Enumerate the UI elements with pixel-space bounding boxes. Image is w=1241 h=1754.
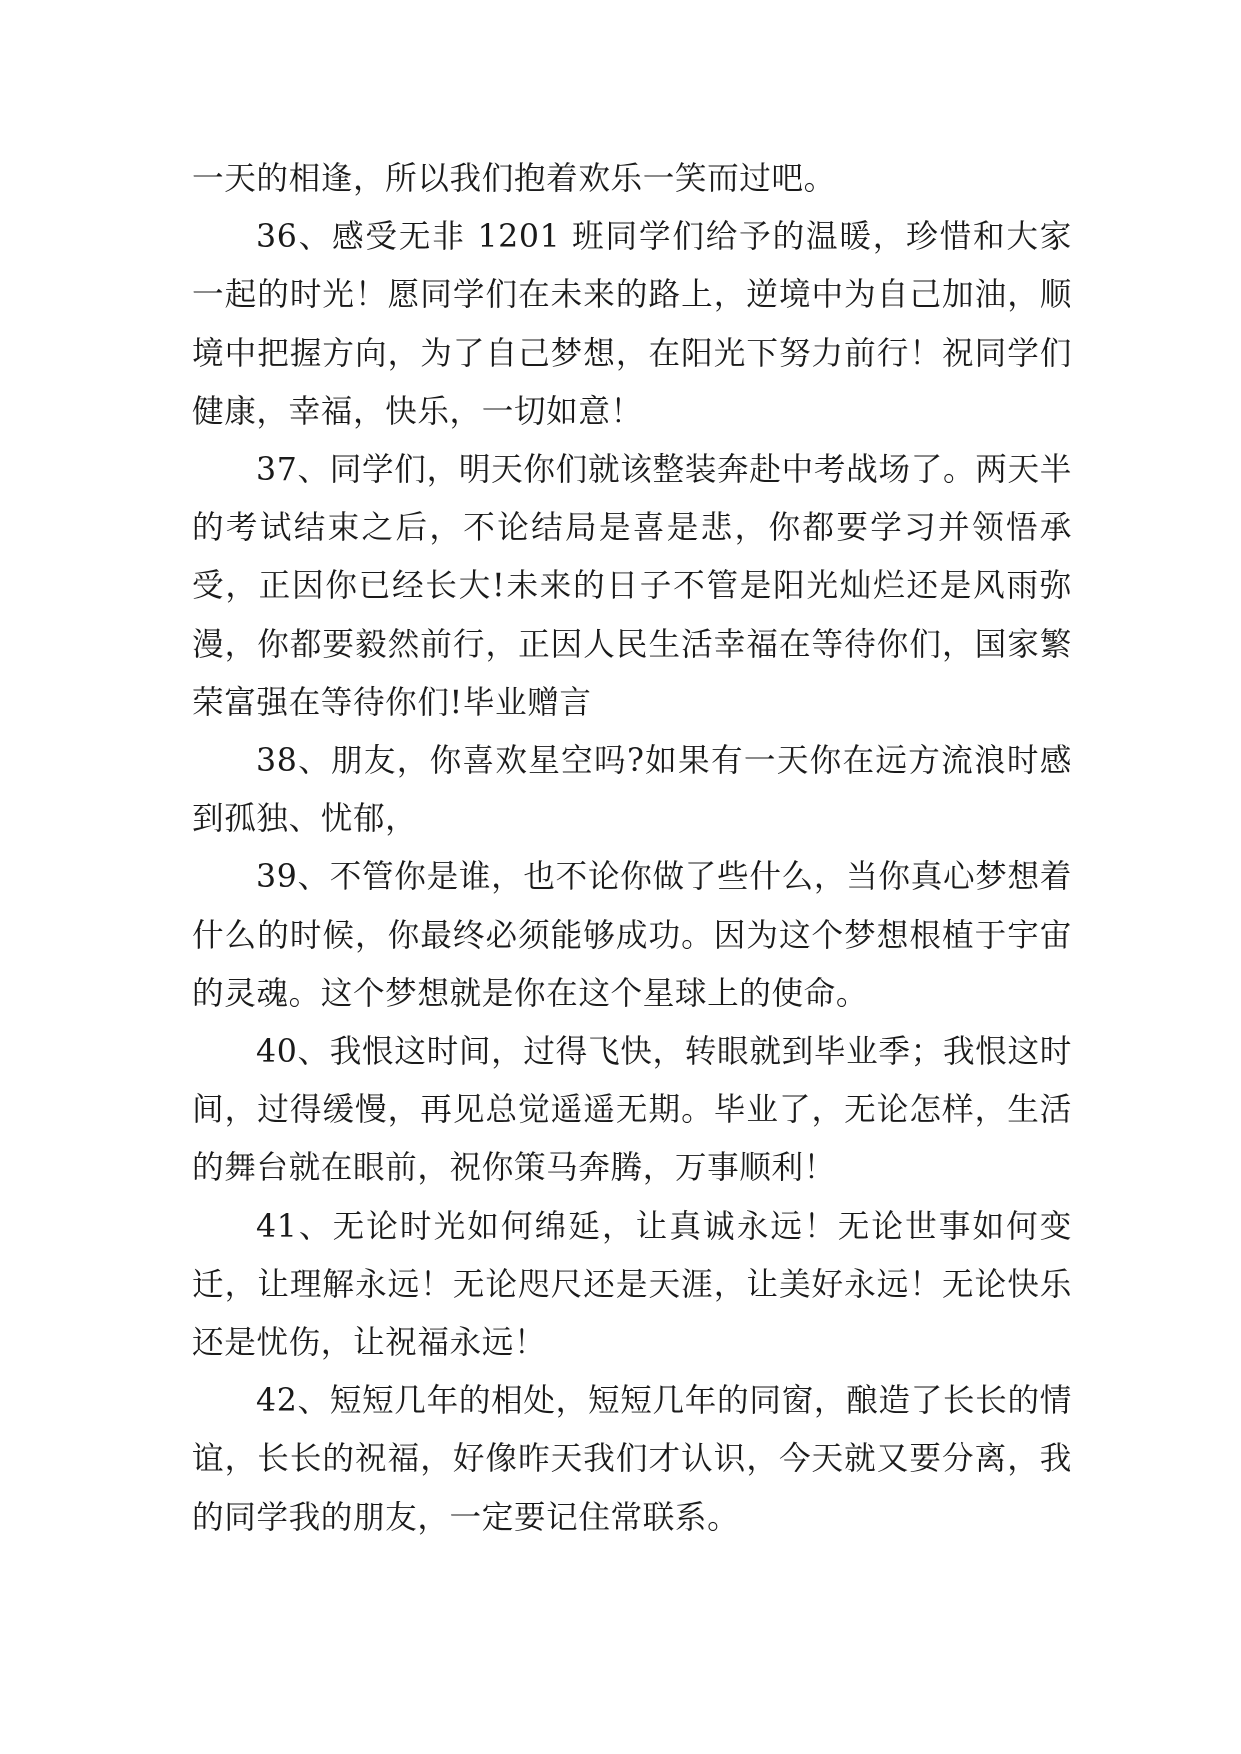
paragraph-39: 39、不管你是谁，也不论你做了些什么，当你真心梦想着什么的时候，你最终必须能够成功。因为这个梦想根植于宇宙的灵魂。这个梦想就是你在这个星球上的使命。 — [192, 859, 1072, 1012]
paragraph-40: 40、我恨这时间，过得飞快，转眼就到毕业季；我恨这时间，过得缓慢，再见总觉遥遥无期。毕业了，无论怎样，生活的舞台就在眼前，祝你策马奔腾，万事顺利！ — [192, 1034, 1072, 1187]
paragraph-continuation: 一天的相逢，所以我们抱着欢乐一笑而过吧。 — [192, 161, 836, 197]
paragraph-42: 42、短短几年的相处，短短几年的同窗，酿造了长长的情谊，长长的祝福，好像昨天我们才认识，今天就又要分离，我的同学我的朋友，一定要记住常联系。 — [192, 1383, 1072, 1536]
paragraph-36: 36、感受无非 1201 班同学们给予的温暖，珍惜和大家一起的时光！愿同学们在未来的路上，逆境中为自己加油，顺境中把握方向，为了自己梦想，在阳光下努力前行！祝同学们健康，幸福，快乐，一切如意！ — [192, 219, 1072, 430]
document-body — [192, 150, 1072, 1547]
paragraph-37: 37、同学们，明天你们就该整装奔赴中考战场了。两天半的考试结束之后，不论结局是喜是悲，你都要学习并领悟承受，正因你已经长大!未来的日子不管是阳光灿烂还是风雨弥漫，你都要毅然前行，正因人民生活幸福在等待你们，国家繁荣富强在等待你们!毕业赠言 — [192, 452, 1072, 721]
paragraph-41: 41、无论时光如何绵延，让真诚永远！无论世事如何变迁，让理解永远！无论咫尺还是天涯，让美好永远！无论快乐还是忧伤，让祝福永远！ — [192, 1208, 1072, 1362]
paragraph-38: 38、朋友，你喜欢星空吗?如果有一天你在远方流浪时感到孤独、忧郁， — [192, 743, 1072, 838]
